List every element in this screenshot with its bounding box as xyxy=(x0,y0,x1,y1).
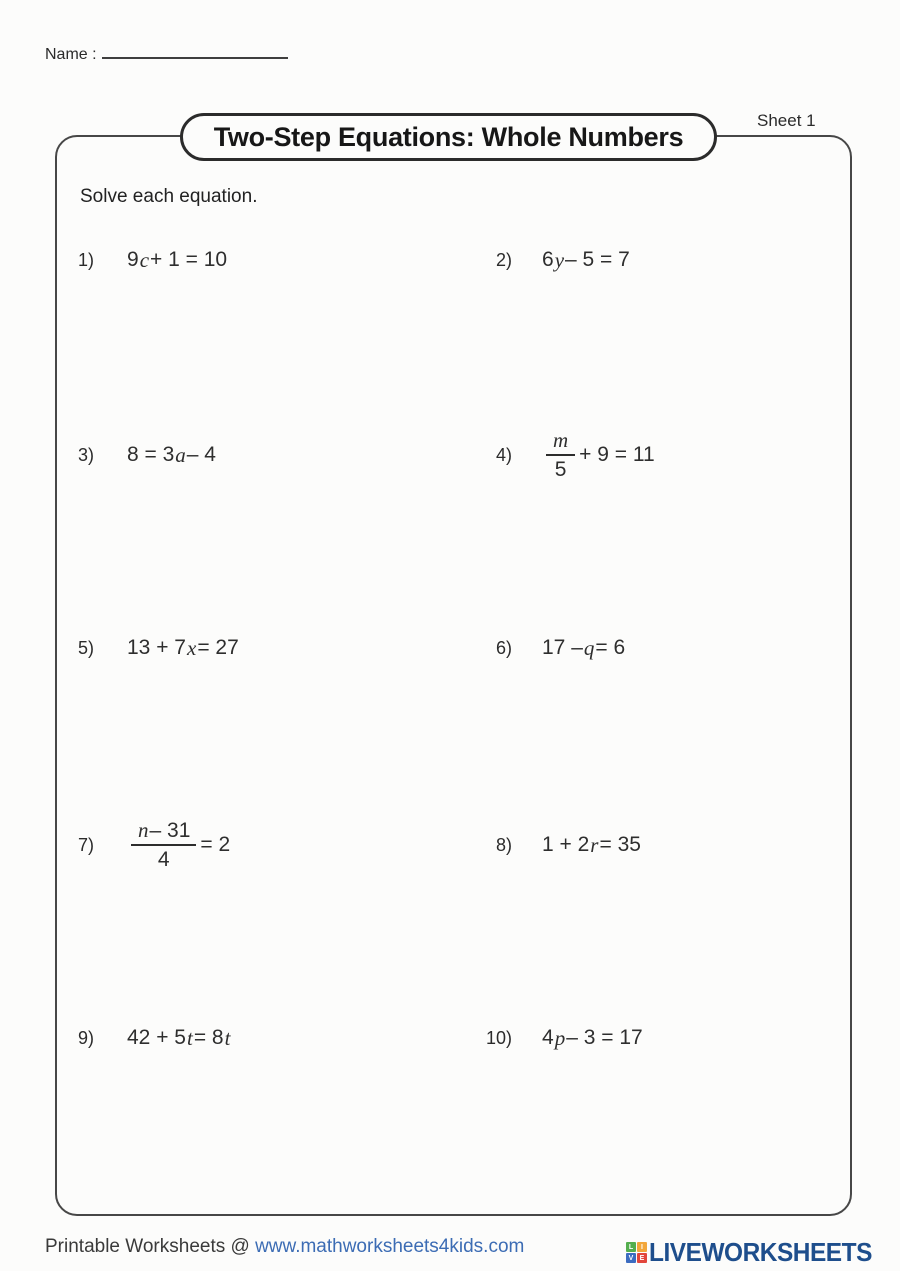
name-row xyxy=(45,42,288,64)
liveworksheets-logo-icon xyxy=(626,1242,647,1263)
problem-number: 7) xyxy=(78,834,95,855)
liveworksheets-logo xyxy=(626,1237,886,1268)
logo-square-L: L xyxy=(626,1242,636,1252)
problem-3 xyxy=(78,410,216,500)
worksheet-title xyxy=(180,113,717,161)
equation-text: 8 = 3 a – 4 xyxy=(127,442,216,467)
footer-credit xyxy=(45,1236,524,1258)
equation-text: n – 31 4 = 2 xyxy=(127,819,230,871)
liveworksheets-logo-text: LIVEWORKSHEETS xyxy=(649,1237,872,1267)
problem-8 xyxy=(486,800,641,890)
equation-text: 17 – q = 6 xyxy=(542,635,626,660)
problem-7 xyxy=(78,800,230,890)
problem-number: 10) xyxy=(486,1027,513,1048)
problem-5 xyxy=(78,603,239,693)
problem-number: 8) xyxy=(495,834,512,855)
mathworksheets4kids-link[interactable]: www.mathworksheets4kids.com xyxy=(255,1236,525,1257)
equation-text: 42 + 5 t = 8 t xyxy=(127,1025,231,1050)
problem-10 xyxy=(486,993,643,1083)
problem-number: 6) xyxy=(495,637,512,658)
equation-text: 13 + 7 x = 27 xyxy=(127,635,239,660)
worksheet-title-text: Two-Step Equations: Whole Numbers xyxy=(213,121,684,152)
instructions-text: Solve each equation. xyxy=(80,186,258,207)
problem-6 xyxy=(486,603,625,693)
equation-text: 6 y – 5 = 7 xyxy=(542,247,630,272)
problem-number: 1) xyxy=(78,249,95,270)
logo-square-I: I xyxy=(637,1242,647,1252)
problem-2 xyxy=(486,215,630,305)
logo-square-E: E xyxy=(637,1253,647,1263)
logo-square-V: V xyxy=(626,1253,636,1263)
footer-credit-prefix: Printable Worksheets @ xyxy=(45,1236,256,1257)
problem-number: 5) xyxy=(78,637,95,658)
equation-text: 4 p – 3 = 17 xyxy=(542,1025,643,1050)
equation-text: 9 c + 1 = 10 xyxy=(127,247,228,272)
name-blank-line xyxy=(102,42,288,59)
problem-number: 4) xyxy=(495,444,512,465)
problem-1 xyxy=(78,215,227,305)
equation-text: $\frac{m}{5}$ + 9 = 11 xyxy=(542,429,655,481)
sheet-number-label: Sheet 1 xyxy=(757,111,816,130)
name-label: Name : xyxy=(45,46,97,63)
problem-9 xyxy=(78,993,231,1083)
equation-text: 1 + 2 r = 35 xyxy=(542,832,641,857)
problem-number: 9) xyxy=(78,1027,95,1048)
problem-number: 3) xyxy=(78,444,95,465)
problem-4 xyxy=(486,410,655,500)
problem-number: 2) xyxy=(495,249,512,270)
